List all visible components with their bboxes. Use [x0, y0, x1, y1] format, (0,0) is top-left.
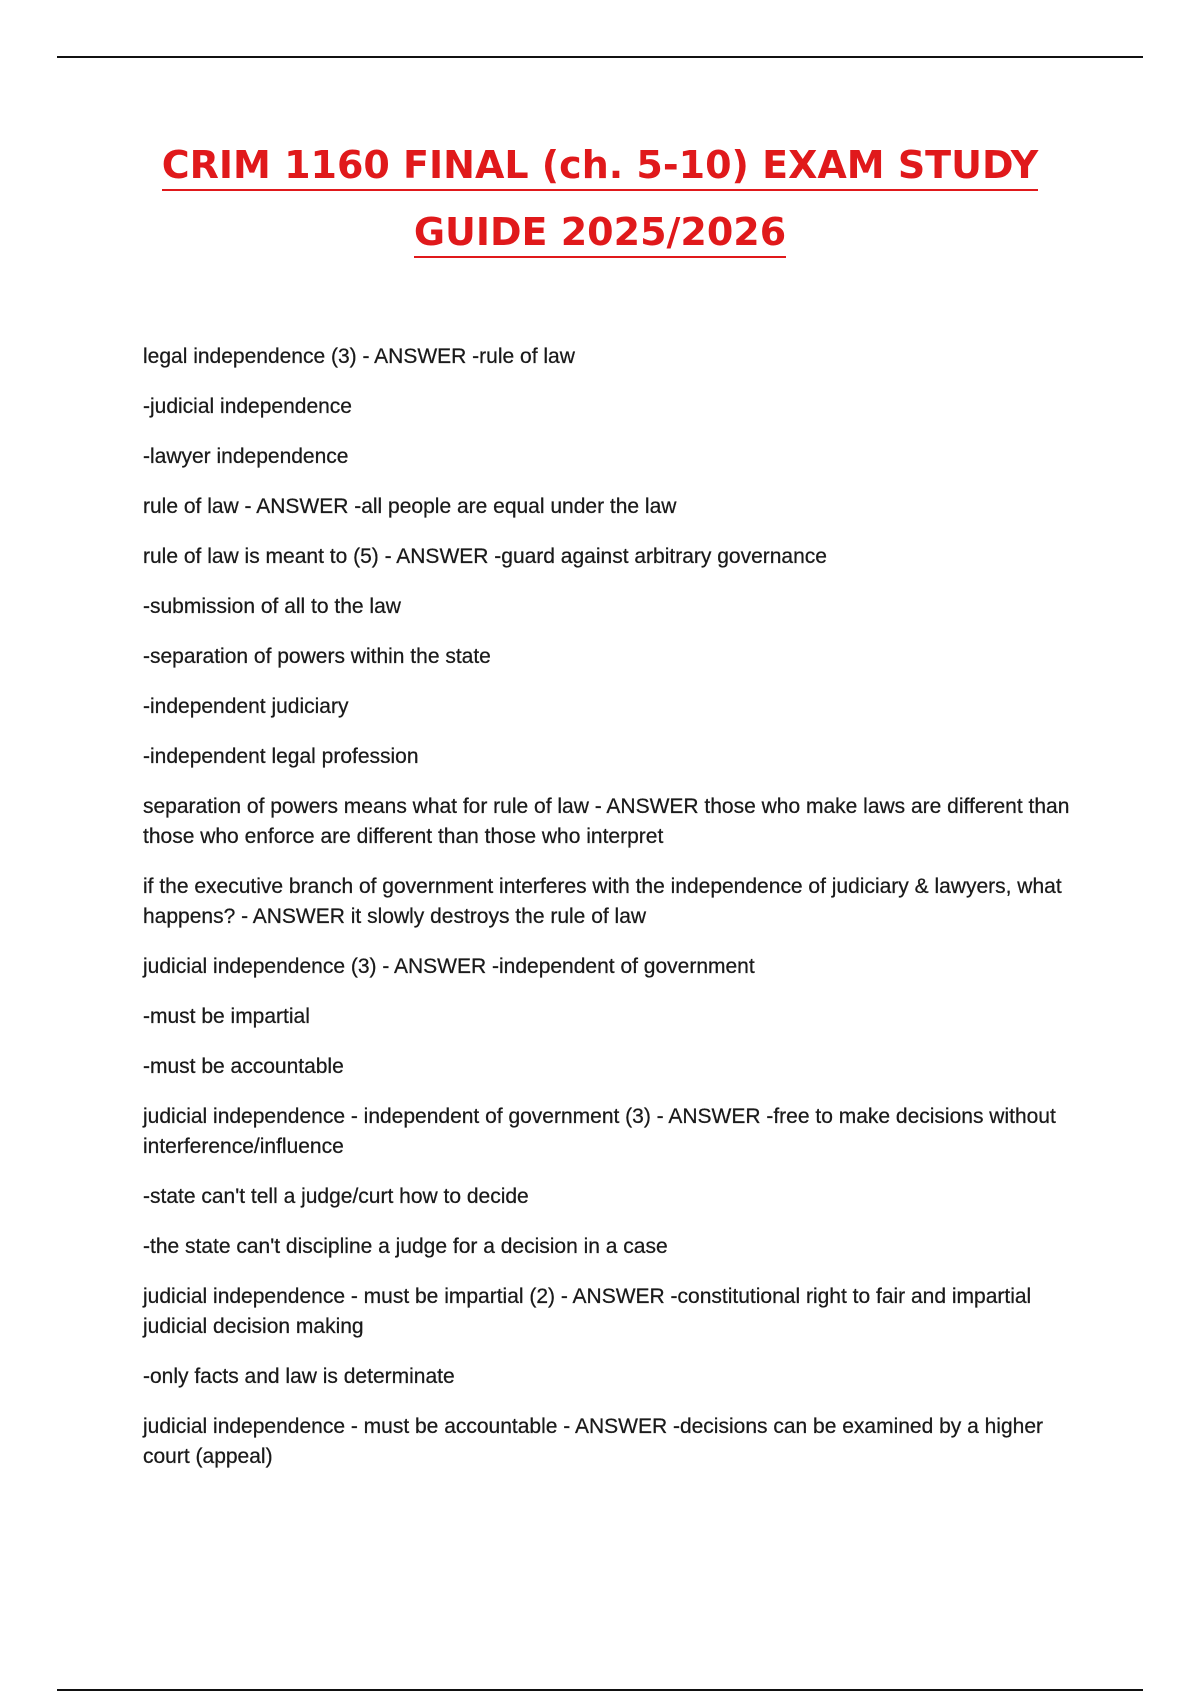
list-item: judicial independence (3) - ANSWER -independent of government: [143, 955, 755, 978]
list-item: -independent judiciary: [143, 695, 349, 718]
list-item: -lawyer independence: [143, 445, 349, 468]
list-item: judicial independence - must be accountable - ANSWER -decisions can be examined by a higher court (appeal): [143, 1415, 1044, 1468]
list-item: rule of law is meant to (5) - ANSWER -guard against arbitrary governance: [143, 545, 827, 568]
list-item: -submission of all to the law: [143, 595, 401, 618]
list-item: judicial independence - must be impartial (2) - ANSWER -constitutional right to fair and impartial judicial decision making: [143, 1285, 1032, 1338]
list-item: if the executive branch of government interferes with the independence of judiciary & lawyers, what happens? - ANSWER it slowly destroys the rule of law: [143, 875, 1062, 928]
list-item: -state can't tell a judge/curt how to decide: [143, 1185, 529, 1208]
bottom-divider: [57, 1689, 1143, 1691]
study-guide-entries: [143, 342, 1083, 1492]
list-item: rule of law - ANSWER -all people are equal under the law: [143, 495, 677, 518]
list-item: -the state can't discipline a judge for a decision in a case: [143, 1235, 668, 1258]
list-item: -separation of powers within the state: [143, 645, 491, 668]
list-item: -must be impartial: [143, 1005, 310, 1028]
list-item: -judicial independence: [143, 395, 352, 418]
title-line-2: GUIDE 2025/2026: [414, 209, 786, 258]
list-item: separation of powers means what for rule of law - ANSWER those who make laws are different than those who enforce are different than those who interpret: [143, 795, 1070, 848]
title-line-1: CRIM 1160 FINAL (ch. 5-10) EXAM STUDY: [162, 142, 1039, 191]
list-item: -must be accountable: [143, 1055, 344, 1078]
list-item: -independent legal profession: [143, 745, 419, 768]
document-title: [100, 142, 1100, 258]
top-divider: [57, 56, 1143, 58]
list-item: -only facts and law is determinate: [143, 1365, 455, 1388]
list-item: legal independence (3) - ANSWER -rule of law: [143, 345, 575, 368]
list-item: judicial independence - independent of government (3) - ANSWER -free to make decisions without interference/influence: [143, 1105, 1056, 1158]
